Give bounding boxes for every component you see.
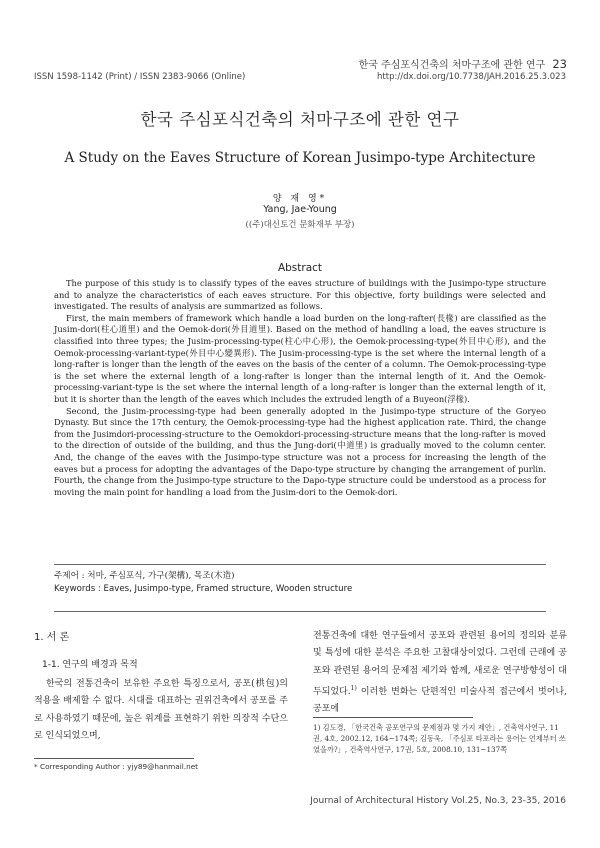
left-column bbox=[34, 628, 288, 745]
body-paragraph-right bbox=[313, 628, 567, 718]
abstract-heading: Abstract bbox=[277, 262, 323, 274]
author-name-korean: 양 재 영* bbox=[272, 194, 328, 204]
footnote-rule-right bbox=[313, 717, 473, 718]
paper-title-korean: 한국 주심포식건축의 처마구조에 관한 연구 bbox=[140, 110, 460, 129]
paper-title-english: A Study on the Eaves Structure of Korean Jusimpo-type Architecture bbox=[64, 150, 536, 166]
abstract-paragraph: First, the main members of framework which handle a load burden on the long-rafter(長椽) are classified as the Jusim-dori(柱心道里) and the Oemok-dori(外目道里). Based on the method of handling a load, the eaves structure is classified into three types; the Jusim-processing-type(柱心中心形), the Oemok-processing-type(外目中心形), and the Oemok-processing-variant-type(外目中心變異形). The Jusim-processing-type is the set where the internal length of a long-rafter is longer than the length of the eaves on the basis of the center of a column. The Oemok-processing-type is the set where the external length of a long-rafter is longer than the internal length of it. And the Oemok-processing-variant-type is the set where the internal length of a long-rafter is longer than the external length of it, but it is shorter than the length of the eaves which includes the extruded length of a Buyeon(浮椽). bbox=[54, 312, 546, 404]
abstract-paragraph: The purpose of this study is to classify types of the eaves structure of buildings with the Jusimpo-type structure and to analyze the characteristics of each eaves structure. For this objective, forty buildings were selected and investigated. The results of analysis are summarized as follows. bbox=[54, 278, 546, 312]
page-number: 23 bbox=[552, 57, 567, 71]
body-paragraph-left: 한국의 전통건축이 보유한 주요한 특징으로서, 공포(栱包)의 적용을 배제할 수 없다. 시대를 대표하는 권위건축에서 공포를 주로 사용하였기 때문에, 높은 위계를 표현하기 위한 의장적 수단으로 인식되었으며, bbox=[34, 679, 288, 741]
body-text-right: 전통건축에 대한 연구들에서 공포와 관련된 용어의 정의와 분류 및 특성에 대한 분석은 주요한 고찰대상이었다. 그런데 근래에 공포와 관련된 용어의 문제점 제기와 함께, 새로운 연구방향성이 대두되었다. bbox=[313, 631, 567, 697]
keywords-rule-top bbox=[54, 564, 546, 565]
footnote-rule-left bbox=[34, 758, 194, 759]
doi-link[interactable]: http://dx.doi.org/10.7738/JAH.2016.25.3.023 bbox=[377, 72, 566, 82]
running-head-title: 한국 주심포식건축의 처마구조에 관한 연구 bbox=[358, 60, 546, 71]
keywords-korean: 주제어 : 처마, 주심포식, 가구(架構), 목조(木造) bbox=[54, 571, 235, 581]
body-text-right-tail: 이러한 변화는 단편적인 미술사적 접근에서 벗어나, 공포에 bbox=[313, 686, 567, 715]
footnote-ref[interactable]: 1) bbox=[350, 684, 357, 692]
right-column bbox=[313, 628, 567, 718]
abstract-body bbox=[54, 278, 546, 498]
running-head bbox=[0, 56, 567, 71]
journal-footer: Journal of Architectural History Vol.25, No.3, 23-35, 2016 bbox=[310, 796, 566, 806]
issn-line: ISSN 1598-1142 (Print) / ISSN 2383-9066 (Online) bbox=[34, 72, 246, 82]
author-name-english: Yang, Jae-Young bbox=[263, 204, 337, 215]
keywords-rule-bottom bbox=[54, 611, 546, 612]
author-affiliation: ((주)대신토건 문화재부 부장) bbox=[245, 220, 355, 230]
footnote-1: 1) 김도경, 「한국건축 공포연구의 문제점과 몇 가지 제안」, 건축역사연구, 11권, 4호, 2002.12, 164~174쪽; 김동욱, 「주심포 타포라는 용어는 언제부터 쓰였을까?」, 건축역사연구, 17권, 5호, 2008.10, 131~137쪽 bbox=[313, 723, 566, 754]
subsection-heading: 1-1. 연구의 배경과 목적 bbox=[42, 660, 138, 670]
abstract-paragraph: Second, the Jusim-processing-type had been generally adopted in the Jusimpo-type structure of the Goryeo Dynasty. But since the 17th century, the Oemok-processing-type had the highest application rate. Third, the change from the Jusimdori-processing-structure to the Oemokdori-processing-structure means that the long-rafter is moved to the direction of outside of the building, and thus the Jung-dori(中道里) is gradually moved to the column center. And, the change of the eaves with the Jusimpo-type structure was not a process for increasing the length of the eaves but a process for adopting the advantages of the Dapo-type structure by changing the arrangement of purlin. Fourth, the change from the Jusimpo-type structure to the Dapo-type structure could be understood as a process for moving the main point for handling a load from the Jusim-dori to the Oemok-dori. bbox=[54, 405, 546, 497]
section-heading: 1. 서 론 bbox=[34, 632, 70, 643]
keywords-english: Keywords : Eaves, Jusimpo-type, Framed structure, Wooden structure bbox=[54, 584, 353, 594]
corresponding-author-note: * Corresponding Author : yjy89@hanmail.net bbox=[34, 762, 199, 771]
